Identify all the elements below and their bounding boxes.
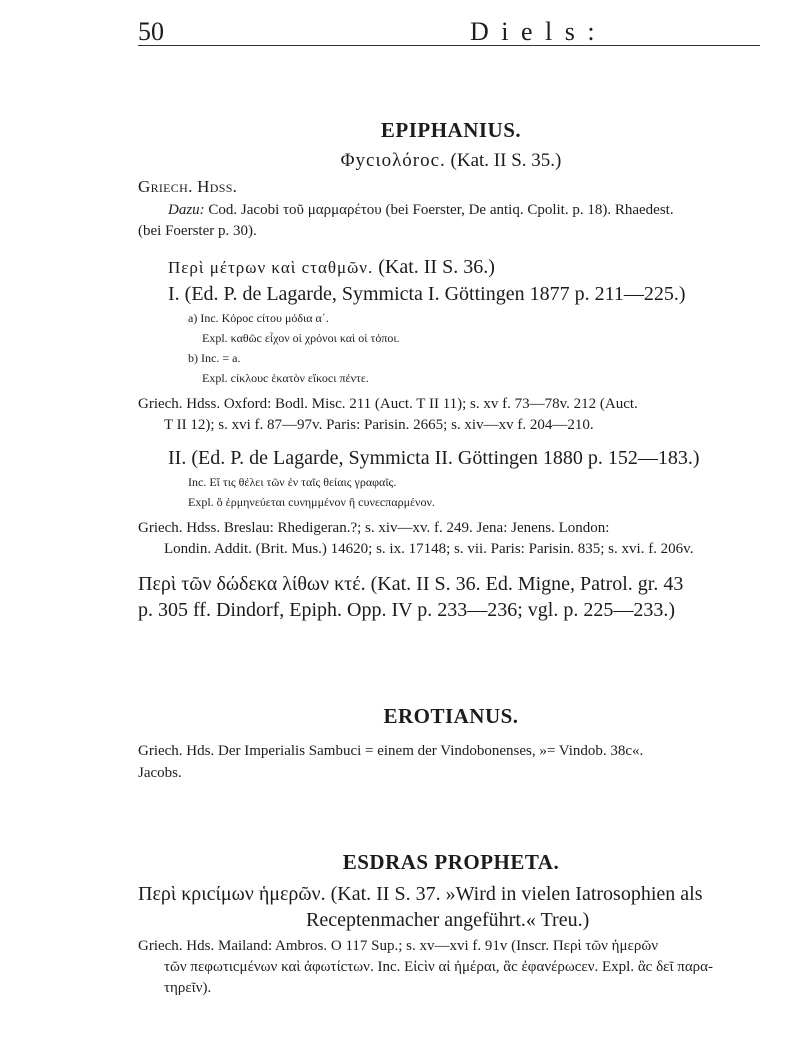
esdras-manuscript-line-1: Griech. Hds. Mailand: Ambros. O 117 Sup.; s. xv—xvi f. 91v (Inscr. Περὶ τῶν ἡμερῶν: [138, 938, 658, 954]
dazu-text: Cod. Jacobi τοῦ μαρμαρέτου (bei Foerster, De antiq. Cpolit. p. 18). Rhaedest.: [208, 202, 674, 218]
esdras-line-1: Περὶ κριcίμων ἡμερῶν. (Kat. II S. 37. »Wird in vielen Iatrosophien als: [138, 883, 703, 905]
variant-a-incipit: a) Inc. Κόροc cίτου μόδια α΄.: [188, 311, 329, 325]
edition-1-line: I. (Ed. P. de Lagarde, Symmicta I. Göttingen 1877 p. 211—225.): [168, 283, 686, 305]
esdras-line-2: Receptenmacher angeführt.« Treu.): [306, 909, 590, 931]
work-greek-title: Περὶ μέτρων καὶ cταθμῶν.: [168, 258, 374, 277]
edition-2-line: II. (Ed. P. de Lagarde, Symmicta II. Göttingen 1880 p. 152—183.): [168, 447, 700, 469]
edition-2-incipit: Inc. Εἴ τις θέλει τῶν ἐν ταῖς θείαις γραφαῖς.: [188, 475, 397, 489]
work-heading-physiologus: [138, 150, 764, 172]
variant-b-incipit: b) Inc. = a.: [188, 351, 241, 365]
section-title-esdras: ESDRAS PROPHETA.: [342, 850, 560, 874]
work-heading-metra: [138, 255, 794, 280]
esdras-manuscript-line-2: τῶν πεφωτιcμένων καὶ ἀφωτίcτων. Inc. Εἰcὶν αἱ ἡμέραι, ἃc ἐφανέρωcεν. Expl. ἃc δεῖ παρα-: [164, 959, 714, 975]
work-heading-lithoi-line-2: p. 305 ff. Dindorf, Epiph. Opp. IV p. 233—236; vgl. p. 225—233.): [138, 599, 676, 621]
work-catalog-ref: (Kat. II S. 35.): [450, 150, 562, 171]
section-title-erotianus: EROTIANUS.: [383, 704, 519, 728]
section-title-epiphanius: EPIPHANIUS.: [380, 118, 522, 142]
running-title: D i e l s :: [470, 17, 598, 46]
manuscripts-1-line-2: T II 12); s. xvi f. 87—97v. Paris: Parisin. 2665; s. xiv—xv f. 204—210.: [164, 417, 594, 433]
variant-b-explicit: Expl. cίκλουc ἑκατὸν εἴκοcι πέντε.: [202, 371, 369, 385]
work-catalog-ref: (Kat. II S. 36.): [378, 256, 495, 278]
erotianus-line-1: Griech. Hds. Der Imperialis Sambuci = einem der Vindobonenses, »= Vindob. 38c«.: [138, 743, 644, 759]
page-number: 50: [138, 17, 164, 46]
manuscripts-1-line-1: Griech. Hdss. Oxford: Bodl. Misc. 211 (Auct. T II 11); s. xv f. 73—78v. 212 (Auct.: [138, 396, 638, 412]
dazu-line: [138, 200, 794, 220]
manuscripts-2-line-1: Griech. Hdss. Breslau: Rhedigeran.?; s. xiv—xv. f. 249. Jena: Jenens. London:: [138, 520, 610, 536]
page-header: [138, 17, 760, 46]
work-heading-lithoi-line-1: Περὶ τῶν δώδεκα λίθων κτέ. (Kat. II S. 36. Ed. Migne, Patrol. gr. 43: [138, 573, 684, 595]
manuscripts-2-line-2: Londin. Addit. (Brit. Mus.) 14620; s. ix. 17148; s. vii. Paris: Parisin. 835; s. xvi. f. 206v.: [164, 541, 694, 557]
variant-a-explicit: Expl. καθῶc εἶχον οἱ χρόνοι καὶ οἱ τόποι.: [202, 331, 400, 345]
dazu-label: Dazu:: [168, 202, 205, 218]
esdras-manuscript-line-3: τηρεῖν).: [164, 980, 212, 996]
dazu-line-2: (bei Foerster p. 30).: [138, 223, 257, 239]
work-greek-title: Φycιολόroc.: [340, 150, 446, 171]
erotianus-line-2: Jacobs.: [138, 765, 182, 781]
griech-hdss-label: Griech. Hdss.: [138, 177, 238, 196]
edition-2-explicit: Expl. ὃ ἑρμηνεύεται cυνημμένον ἢ cυνεcπαρμένον.: [188, 495, 435, 509]
